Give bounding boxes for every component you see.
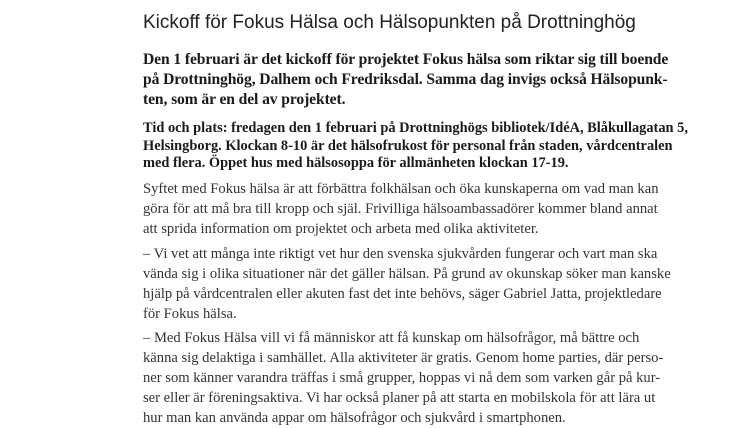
body-line: ner som känner varandra träffas i små grupper, hoppas vi nå dem som varken går på kur- (143, 370, 661, 386)
lead-line: ten, som är en del av projektet. (143, 91, 346, 108)
body-line: hjälp på vårdcentralen eller akuten fast det inte behövs, säger Gabriel Jatta, projektledare (143, 286, 662, 302)
body-line: känna sig delaktiga i samhället. Alla aktiviteter är gratis. Genom home parties, där perso- (143, 350, 664, 366)
lead-paragraph (143, 50, 733, 110)
info-line: Tid och plats: fredagen den 1 februari på Drottninghögs bibliotek/IdéA, Blåkullagatan 5, (143, 120, 688, 136)
info-line: Helsingborg. Klockan 8-10 är det hälsofrukost för personal från staden, vårdcentralen (143, 137, 673, 154)
body-line: att sprida information om projektet och arbeta med olika aktiviteter. (143, 221, 539, 237)
body-line: Syftet med Fokus hälsa är att förbättra folkhälsan och öka kunskaperna om vad man kan (143, 181, 659, 197)
body-line: för Fokus hälsa. (143, 306, 237, 322)
body-line: göra för att må bra till kropp och själ. Frivilliga hälsoambassadörer kommer bland annat (143, 201, 658, 217)
lead-line: på Drottninghög, Dalhem och Fredriksdal. Samma dag invigs också Hälsopunk- (143, 71, 668, 88)
body-line: ser eller är föreningsaktiva. Vi har också planer på att starta en mobilskola för att lära ut (143, 390, 656, 406)
body-paragraph-purpose (143, 179, 733, 239)
body-line: hur man kan använda appar om hälsofrågor och sjukvård i smartphonen. (143, 410, 566, 426)
info-line: med flera. Öppet hus med hälsosoppa för allmänheten klockan 17-19. (143, 155, 569, 171)
event-info-paragraph (143, 120, 733, 173)
lead-line: Den 1 februari är det kickoff för projektet Fokus hälsa som riktar sig till boende (143, 51, 669, 68)
body-line: – Med Fokus Hälsa vill vi få människor att få kunskap om hälsofrågor, må bättre och (143, 330, 640, 346)
article-title: Kickoff för Fokus Hälsa och Hälsopunkten på Drottninghög (143, 12, 636, 33)
body-paragraph-quote-activities (143, 328, 733, 428)
body-line: – Vi vet att många inte riktigt vet hur den svenska sjukvården fungerar och vart man ska (143, 246, 658, 262)
body-paragraph-quote-jatta (143, 244, 733, 324)
body-line: vända sig i olika situationer när det gäller hälsan. På grund av okunskap söker man kanske (143, 266, 671, 282)
